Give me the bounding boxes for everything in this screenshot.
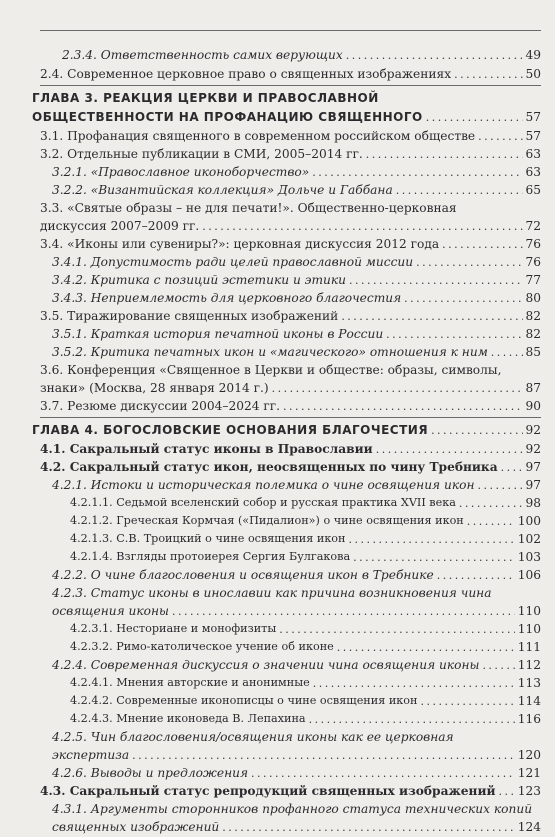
- toc-entry-page: 49: [525, 48, 541, 62]
- toc-entry-page: 116: [517, 712, 541, 726]
- dot-leader: [353, 547, 515, 567]
- toc-entry[interactable]: [0, 252, 555, 272]
- toc-entry-page: 102: [517, 532, 541, 546]
- toc-entry[interactable]: [0, 162, 555, 182]
- toc-entry[interactable]: [0, 565, 555, 585]
- dot-leader: [467, 511, 516, 531]
- toc-entry[interactable]: [0, 637, 555, 657]
- toc-entry-title: 3.1. Профанация священного в современном российском обществе: [40, 129, 476, 143]
- dot-leader: [222, 817, 515, 837]
- toc-entry[interactable]: [0, 583, 555, 603]
- toc-entry[interactable]: [0, 180, 555, 200]
- dot-leader: [491, 342, 523, 362]
- toc-entry-title: знаки» (Москва, 28 января 2014 г.): [40, 381, 269, 395]
- toc-entry-page: 92: [525, 423, 541, 437]
- toc-entry[interactable]: [0, 673, 555, 693]
- dot-leader: [312, 162, 522, 182]
- toc-entry-title: 4.2.5. Чин благословения/освящения иконы как ее церковная: [52, 730, 454, 744]
- toc-entry-page: 76: [525, 237, 541, 251]
- dot-leader: [386, 324, 522, 344]
- toc-entry-title: 4.1. Сакральный статус иконы в Православии: [40, 442, 373, 456]
- toc-entry-title: 4.2.1.2. Греческая Кормчая («Пидалион») о чине освящения икон: [70, 514, 464, 527]
- toc-entry[interactable]: [0, 619, 555, 639]
- toc-entry[interactable]: [0, 781, 555, 801]
- dot-leader: [404, 288, 522, 308]
- toc-entry-title: 3.5.2. Критика печатных икон и «магического» отношения к ним: [52, 345, 488, 359]
- dot-leader: [279, 619, 515, 639]
- dot-leader: [396, 180, 523, 200]
- toc-entry-title: ГЛАВА 3. РЕАКЦИЯ ЦЕРКВИ И ПРАВОСЛАВНОЙ: [32, 91, 379, 105]
- toc-entry-page: 63: [525, 147, 541, 161]
- dot-leader: [459, 493, 523, 513]
- dot-leader: [420, 691, 515, 711]
- toc-entry-page: 63: [525, 165, 541, 179]
- toc-entry[interactable]: [0, 493, 555, 513]
- toc-entry-page: 123: [517, 784, 541, 798]
- dot-leader: [349, 529, 516, 549]
- toc-entry-title: 3.5.1. Краткая история печатной иконы в России: [52, 327, 384, 341]
- dot-leader: [337, 637, 516, 657]
- toc-entry[interactable]: [0, 763, 555, 783]
- toc-entry-page: 112: [517, 658, 541, 672]
- toc-entry-title: 4.2.4.2. Современные иконописцы о чине освящения икон: [70, 694, 418, 707]
- dot-leader: [376, 439, 523, 459]
- toc-entry[interactable]: [0, 306, 555, 326]
- chapter-4-rule: [40, 417, 541, 418]
- toc-entry-title: ОБЩЕСТВЕННОСТИ НА ПРОФАНАЦИЮ СВЯЩЕННОГО: [32, 110, 423, 124]
- toc-entry-title: 4.2.1.4. Взгляды протоиерея Сергия Булгакова: [70, 550, 351, 563]
- dot-leader: [478, 475, 523, 495]
- toc-entry-title: 4.2.4. Современная дискуссия о значении чина освящения иконы: [52, 658, 480, 672]
- toc-entry-title: 3.4.1. Допустимость ради целей православной миссии: [52, 255, 414, 269]
- toc-entry-page: 85: [525, 345, 541, 359]
- toc-entry-page: 124: [517, 820, 541, 834]
- toc-entry[interactable]: [0, 529, 555, 549]
- toc-entry-page: 57: [525, 129, 541, 143]
- toc-entry[interactable]: [0, 144, 555, 164]
- dot-leader: [426, 107, 523, 127]
- toc-entry[interactable]: [0, 288, 555, 308]
- toc-entry[interactable]: [0, 799, 555, 819]
- toc-entry-title: 3.4.3. Неприемлемость для церковного благочестия: [52, 291, 402, 305]
- dot-leader: [132, 745, 515, 765]
- toc-entry-title: 2.4. Современное церковное право о священных изображениях: [40, 67, 452, 81]
- toc-entry-title: 4.2.1.1. Седьмой вселенский собор и русская практика XVII века: [70, 496, 456, 509]
- toc-entry-page: 113: [517, 676, 541, 690]
- toc-entry-page: 110: [517, 604, 541, 618]
- toc-entry-page: 97: [525, 460, 541, 474]
- dot-leader: [501, 457, 523, 477]
- toc-entry[interactable]: [0, 88, 555, 108]
- toc-entry[interactable]: [0, 45, 555, 65]
- dot-leader: [454, 64, 523, 84]
- toc-entry-title: 2.3.4. Ответственность самих верующих: [62, 48, 343, 62]
- toc-entry[interactable]: [0, 709, 555, 729]
- toc-entry-title: 4.3.1. Аргументы сторонников профанного статуса технических копий: [52, 802, 533, 816]
- toc-entry-title: 4.2.1. Истоки и историческая полемика о чине освящения икон: [52, 478, 475, 492]
- toc-entry[interactable]: [0, 457, 555, 477]
- toc-entry-page: 120: [517, 748, 541, 762]
- dot-leader: [341, 306, 522, 326]
- toc-entry[interactable]: [0, 691, 555, 711]
- toc-entry-page: 77: [525, 273, 541, 287]
- toc-entry-page: 76: [525, 255, 541, 269]
- toc-entry-title: 4.3. Сакральный статус репродукций священных изображений: [40, 784, 496, 798]
- dot-leader: [272, 378, 523, 398]
- chapter-3-rule: [40, 85, 541, 86]
- dot-leader: [416, 252, 522, 272]
- dot-leader: [202, 216, 522, 236]
- toc-entry-title: 4.2.3. Статус иконы в инославии как причина возникновения чина: [52, 586, 492, 600]
- toc-entry-title: 4.2.4.3. Мнение иконоведа В. Лепахина: [70, 712, 306, 725]
- dot-leader: [478, 126, 522, 146]
- toc-entry[interactable]: [0, 198, 555, 218]
- toc-entry[interactable]: [0, 439, 555, 459]
- toc-entry[interactable]: [0, 745, 555, 765]
- toc-entry-page: 98: [525, 496, 541, 510]
- toc-entry[interactable]: [0, 234, 555, 254]
- toc-entry-page: 82: [525, 327, 541, 341]
- toc-entry-title: 4.2.1.3. С.В. Троицкий о чине освящения икон: [70, 532, 346, 545]
- toc-entry-title: экспертиза: [52, 748, 130, 762]
- toc-entry-page: 92: [525, 442, 541, 456]
- toc-entry-page: 111: [517, 640, 541, 654]
- toc-entry[interactable]: [0, 396, 555, 416]
- toc-entry[interactable]: [0, 107, 555, 127]
- toc-entry-title: 3.3. «Святые образы – не для печати!». Общественно-церковная: [40, 201, 457, 215]
- toc-entry-title: 4.2.3.1. Несториане и монофизиты: [70, 622, 277, 635]
- toc-entry-page: 50: [525, 67, 541, 81]
- toc-entry-page: 87: [525, 381, 541, 395]
- top-rule: [40, 30, 541, 31]
- toc-entry-title: 3.4. «Иконы или сувениры?»: церковная дискуссия 2012 года: [40, 237, 440, 251]
- toc-entry[interactable]: [0, 655, 555, 675]
- toc-entry-page: 121: [517, 766, 541, 780]
- toc-entry-title: священных изображений: [52, 820, 220, 834]
- toc-entry-title: 4.2. Сакральный статус икон, неосвященных по чину Требника: [40, 460, 498, 474]
- toc-entry-title: освящения иконы: [52, 604, 169, 618]
- toc-entry-title: 3.4.2. Критика с позиций эстетики и этики: [52, 273, 347, 287]
- dot-leader: [251, 763, 515, 783]
- toc-entry[interactable]: [0, 511, 555, 531]
- toc-entry-page: 97: [525, 478, 541, 492]
- toc-entry-page: 82: [525, 309, 541, 323]
- dot-leader: [172, 601, 515, 621]
- toc-entry-title: 3.6. Конференция «Священное в Церкви и обществе: образы, символы,: [40, 363, 502, 377]
- dot-leader: [283, 396, 523, 416]
- toc-entry[interactable]: [0, 475, 555, 495]
- toc-entry-title: 4.2.6. Выводы и предложения: [52, 766, 249, 780]
- toc-entry-page: 80: [525, 291, 541, 305]
- toc-entry[interactable]: [0, 601, 555, 621]
- dot-leader: [431, 420, 523, 440]
- toc-entry-title: дискуссия 2007–2009 гг.: [40, 219, 200, 233]
- toc-entry-title: 3.5. Тиражирование священных изображений: [40, 309, 339, 323]
- dot-leader: [499, 781, 516, 801]
- toc-entry[interactable]: [0, 324, 555, 344]
- toc-entry-title: 4.2.2. О чине благословения и освящения икон в Требнике: [52, 568, 434, 582]
- toc-entry-title: 3.2. Отдельные публикации в СМИ, 2005–2014 гг.: [40, 147, 363, 161]
- toc-entry-title: ГЛАВА 4. БОГОСЛОВСКИЕ ОСНОВАНИЯ БЛАГОЧЕСТИЯ: [32, 423, 429, 437]
- toc-entry[interactable]: [0, 64, 555, 84]
- toc-entry[interactable]: [0, 126, 555, 146]
- dot-leader: [313, 673, 516, 693]
- toc-entry[interactable]: [0, 270, 555, 290]
- toc-entry[interactable]: [0, 216, 555, 236]
- toc-entry-title: 3.7. Резюме дискуссии 2004–2024 гг.: [40, 399, 281, 413]
- toc-entry[interactable]: [0, 360, 555, 380]
- dot-leader: [309, 709, 516, 729]
- toc-entry-page: 110: [517, 622, 541, 636]
- toc-entry-page: 100: [517, 514, 541, 528]
- toc-entry-page: 103: [517, 550, 541, 564]
- dot-leader: [442, 234, 522, 254]
- toc-entry[interactable]: [0, 378, 555, 398]
- toc-entry-page: 106: [517, 568, 541, 582]
- toc-entry-title: 3.2.1. «Православное иконоборчество»: [52, 165, 310, 179]
- toc-entry[interactable]: [0, 817, 555, 837]
- toc-entry[interactable]: [0, 342, 555, 362]
- dot-leader: [366, 144, 523, 164]
- toc-entry[interactable]: [0, 547, 555, 567]
- toc-entry-title: 3.2.2. «Византийская коллекция» Дольче и Габбана: [52, 183, 393, 197]
- toc-entry-title: 4.2.3.2. Римо-католическое учение об иконе: [70, 640, 334, 653]
- toc-entry-page: 90: [525, 399, 541, 413]
- toc-entry[interactable]: [0, 727, 555, 747]
- toc-entry[interactable]: [0, 420, 555, 440]
- dot-leader: [482, 655, 515, 675]
- toc-entry-page: 72: [525, 219, 541, 233]
- toc-entry-page: 114: [517, 694, 541, 708]
- toc-entry-page: 57: [525, 110, 541, 124]
- dot-leader: [349, 270, 523, 290]
- toc-entry-page: 65: [525, 183, 541, 197]
- dot-leader: [437, 565, 516, 585]
- dot-leader: [346, 45, 523, 65]
- toc-entry-title: 4.2.4.1. Мнения авторские и анонимные: [70, 676, 310, 689]
